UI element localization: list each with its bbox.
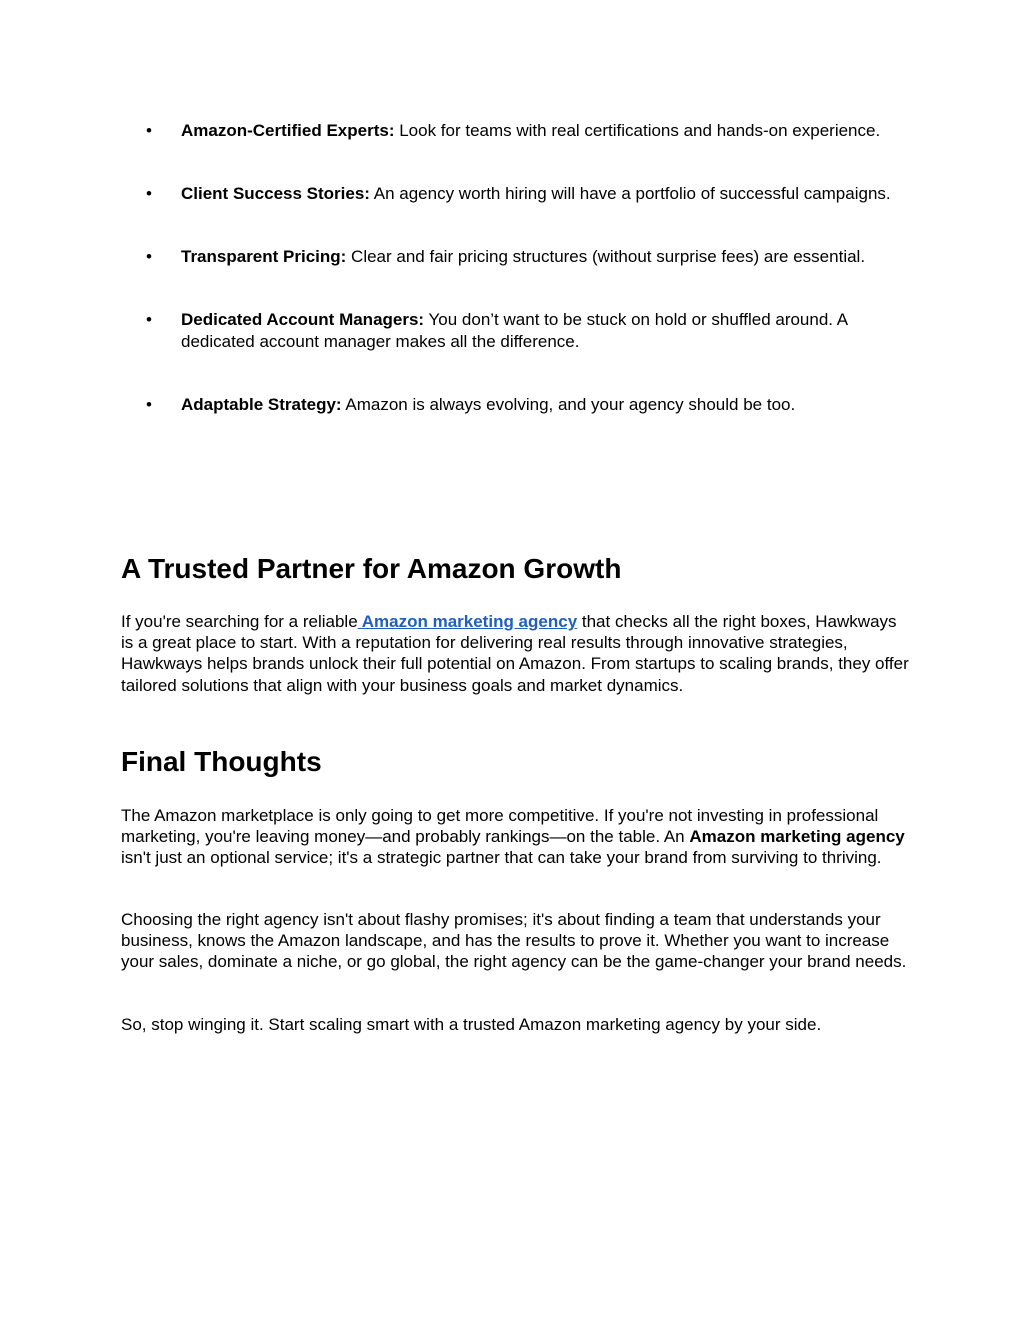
list-item	[121, 246, 911, 268]
section-heading-trusted-partner: A Trusted Partner for Amazon Growth	[121, 553, 622, 584]
list-item-text: Look for teams with real certifications and hands-on experience.	[394, 121, 881, 140]
list-item	[121, 120, 911, 142]
paragraph-text: If you're searching for a reliable	[121, 612, 358, 631]
paragraph-text: that checks all the right boxes, Hawkways is a great place to start. With a reputation for delivering real results through innovative strategies, Hawkways helps brands unlock their full potential on Amazon. From startups to scaling brands, they offer tailored solutions that align with your business goals and market dynamics.	[121, 612, 909, 695]
paragraph-bold-text: Amazon marketing agency	[689, 827, 905, 847]
list-item-text: You don’t want to be stuck on hold or shuffled around. A dedicated account manager makes all the difference.	[181, 310, 848, 351]
paragraph-trusted-partner	[121, 611, 911, 696]
section-heading-final-thoughts: Final Thoughts	[121, 746, 322, 777]
bullet-icon: •	[146, 394, 152, 414]
list-item-text: Clear and fair pricing structures (without surprise fees) are essential.	[346, 247, 866, 266]
paragraph-text: isn't just an optional service; it's a strategic partner that can take your brand from surviving to thriving.	[121, 848, 882, 868]
list-item-title: Client Success Stories:	[181, 184, 370, 203]
list-item	[121, 309, 911, 352]
list-item-title: Dedicated Account Managers:	[181, 310, 425, 329]
list-item-title: Transparent Pricing:	[181, 247, 347, 266]
paragraph-text: The Amazon marketplace is only going to get more competitive. If you're not investing in professional marketing, you're leaving money—and probably rankings—on the table. An	[121, 806, 879, 847]
paragraph-final-2: Choosing the right agency isn't about flashy promises; it's about finding a team that understands your business, knows the Amazon landscape, and has the results to prove it. Whether you want to increase your sales, dominate a niche, or go global, the right agency can be the game-changer your brand needs.	[121, 910, 907, 972]
list-item	[121, 183, 911, 205]
bullet-icon: •	[146, 247, 152, 266]
list-item-text: An agency worth hiring will have a portfolio of successful campaigns.	[369, 184, 891, 203]
bullet-icon: •	[146, 121, 152, 140]
criteria-list	[121, 120, 911, 415]
amazon-marketing-agency-link[interactable]: Amazon marketing agency	[357, 612, 578, 631]
bullet-icon: •	[146, 310, 152, 329]
list-item-title: Adaptable Strategy:	[181, 394, 342, 414]
paragraph-final-1	[121, 805, 911, 869]
list-item	[121, 394, 911, 416]
paragraph-final-3: So, stop winging it. Start scaling smart with a trusted Amazon marketing agency by your side.	[121, 1015, 822, 1034]
bullet-icon: •	[146, 184, 152, 203]
list-item-title: Amazon-Certified Experts:	[181, 121, 395, 140]
list-item-text: Amazon is always evolving, and your agency should be too.	[341, 394, 796, 414]
